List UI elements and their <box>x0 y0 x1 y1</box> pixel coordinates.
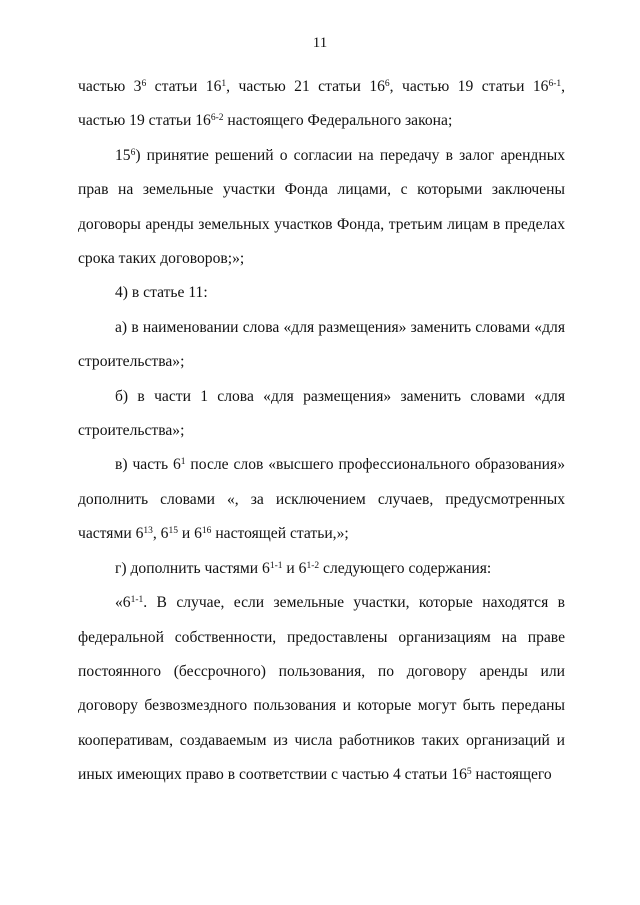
paragraph-subitem-g: г) дополнить частями 6$^{1-1}$ и 6$^{1-2}$ следующего содержания: <box>115 559 492 577</box>
paragraph-continuation: частью $3^6$ статьи $16^1$, частью 21 статьи $16^6$, частью 19 статьи 16$^{6-1}$, частью 19 статьи 16$^{6-2}$ настоящего Федерального закона; <box>78 78 566 130</box>
paragraph-item-15-6: $15^6$) принятие решений о согласии на передачу в залог арендных прав на земельные участки Фонда лицами, с которыми заключены договоры аренды земельных участков Фонда, третьим лицам в пределах срока таких договоров;»; <box>78 146 565 268</box>
document-body <box>78 70 565 793</box>
paragraph-subitem-a: а) в наименовании слова «для размещения» заменить словами «для строительства»; <box>78 318 565 371</box>
page-number: 11 <box>312 35 328 51</box>
paragraph-subitem-v: в) часть $6^1$ после слов «высшего профессионального образования» дополнить словами «, за исключением случаев, предусмотренных частями $6^{13}$, $6^{15}$ и $6^{16}$ настоящей статьи,»; <box>78 456 565 543</box>
paragraph-subitem-b: б) в части 1 слова «для размещения» заменить словами «для строительства»; <box>78 387 565 440</box>
paragraph-item-4: 4) в статье 11: <box>115 284 208 302</box>
paragraph-part-6-1-1: «6$^{1-1}$. В случае, если земельные участки, которые находятся в федеральной собственности, предоставлены организациям на праве постоянного (бессрочного) пользования, по договору аренды или договору безвозмездного пользования и которые могут быть переданы кооперативам, создаваемым из числа работников таких организаций и иных имеющих право в соответствии с частью 4 статьи $16^5$ настоящего <box>78 594 565 784</box>
